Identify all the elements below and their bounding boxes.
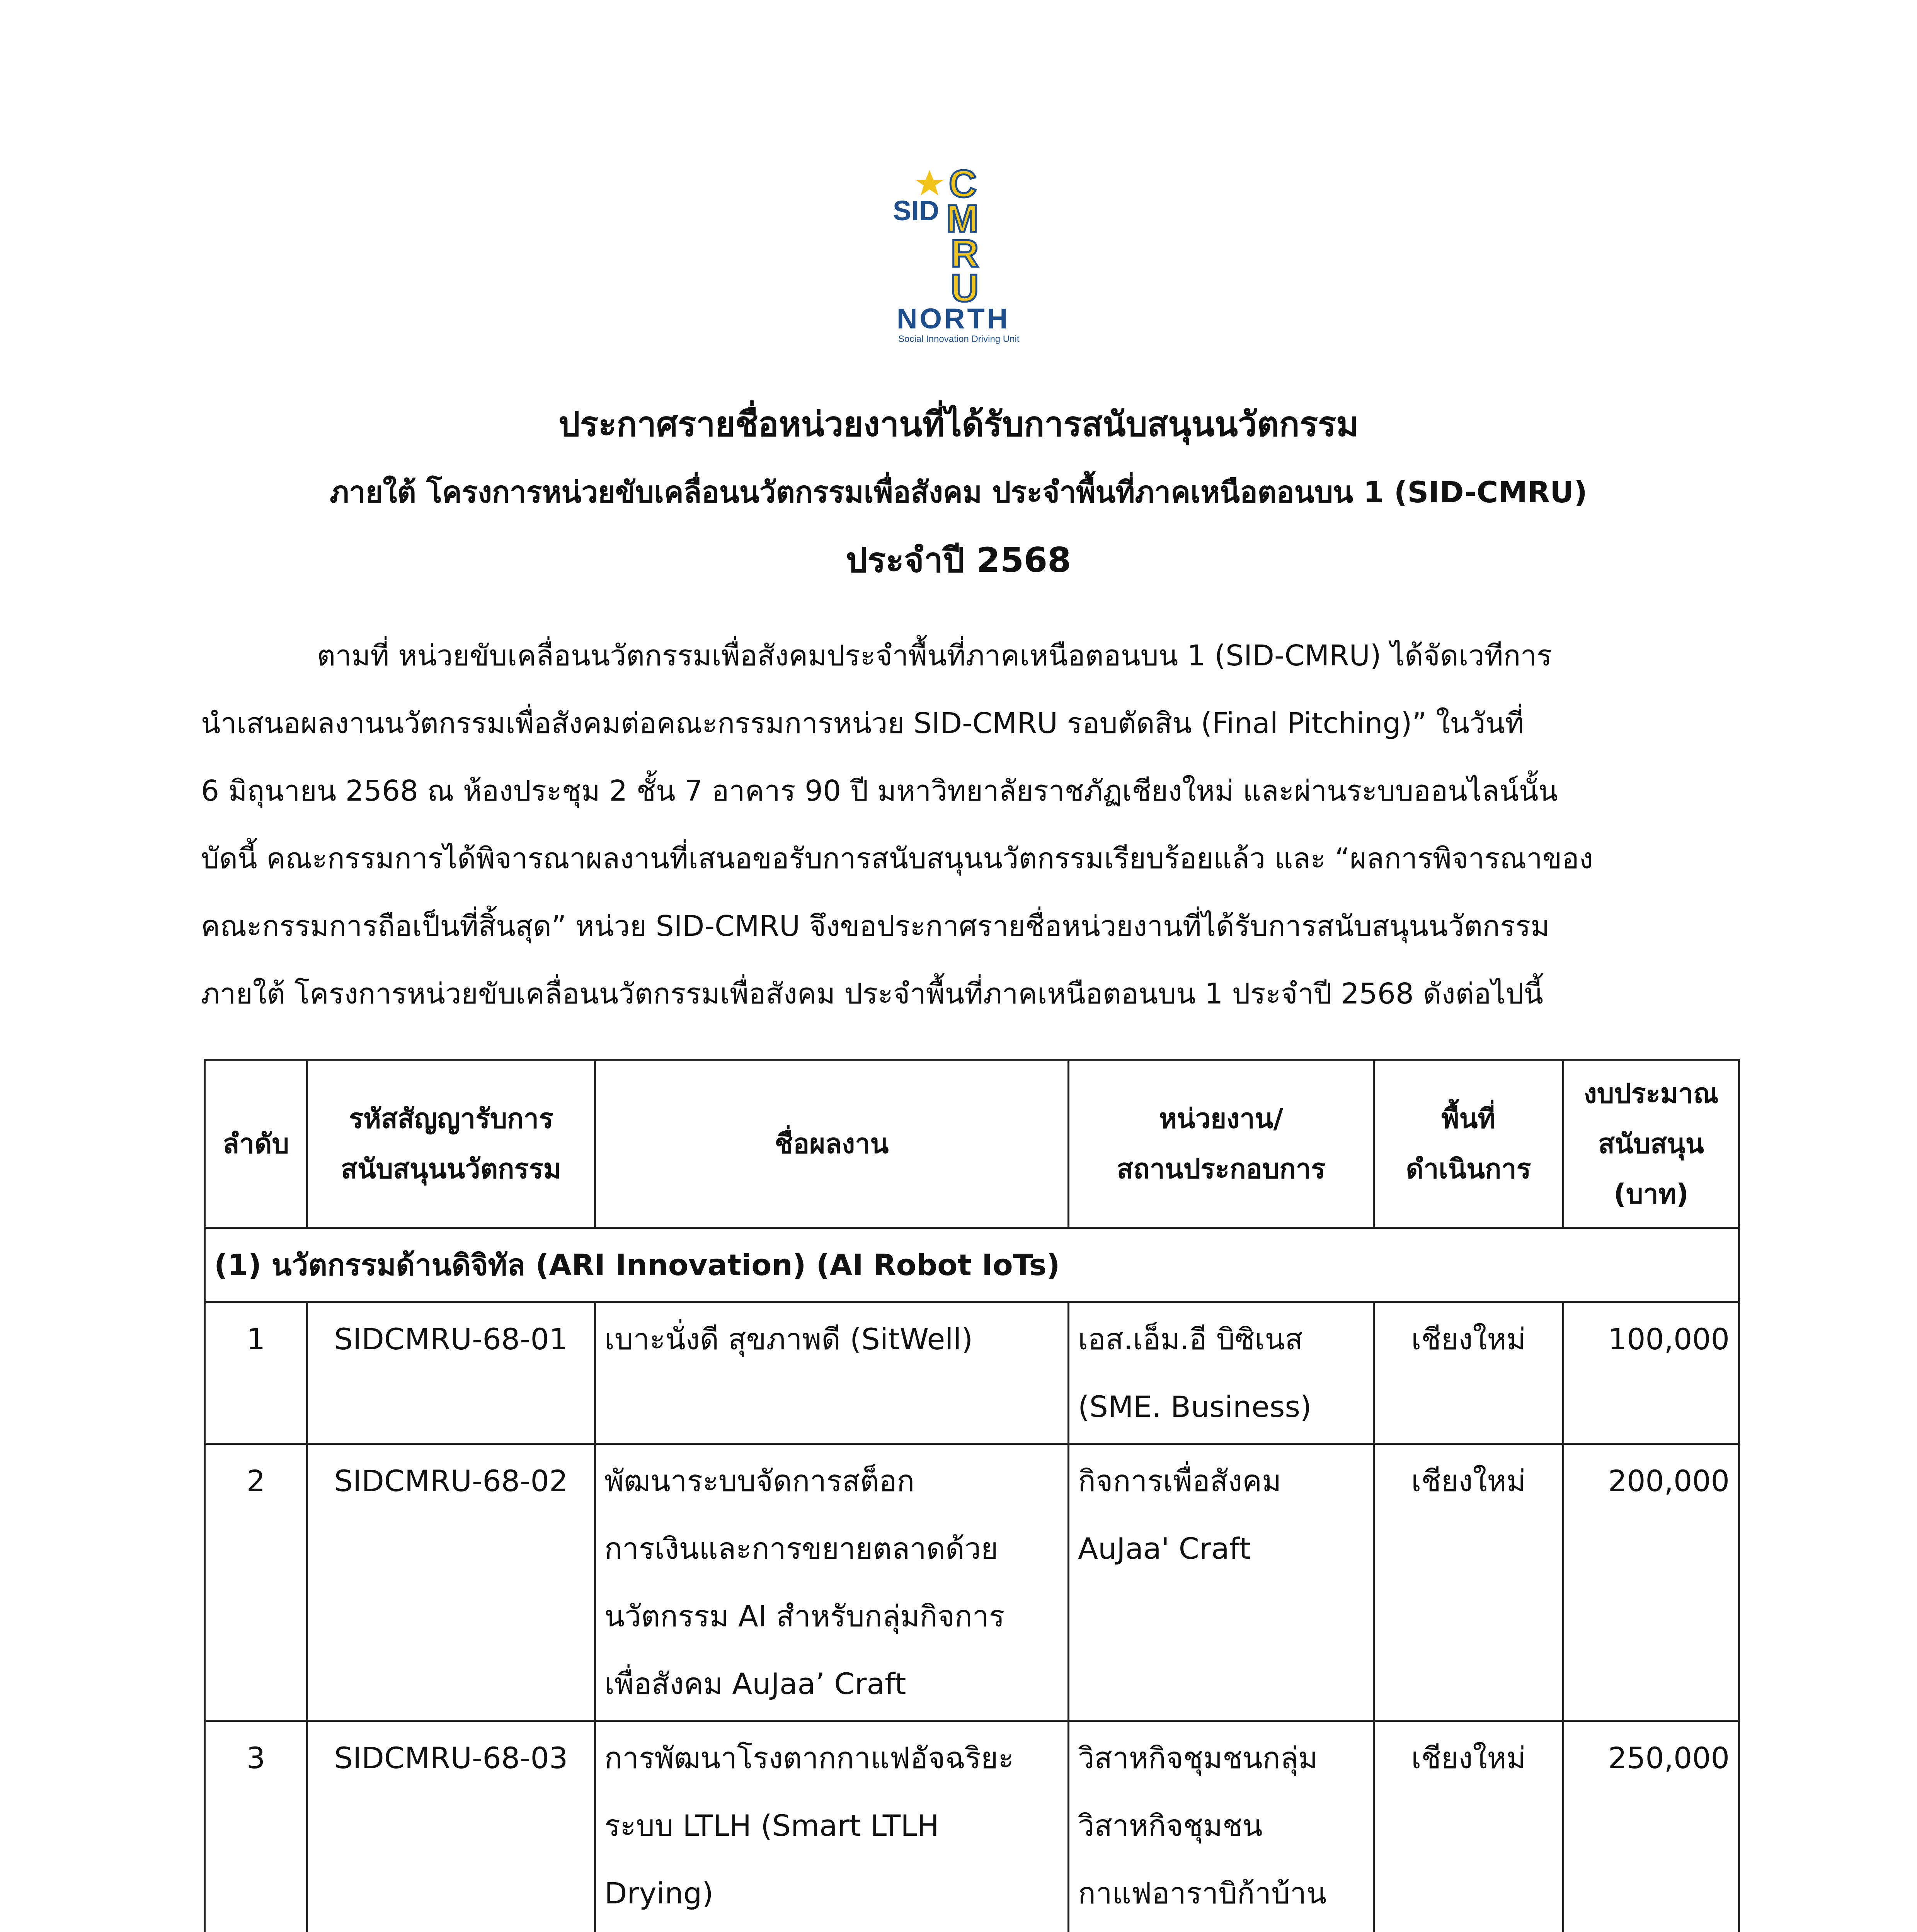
sid-cmru-north-logo	[893, 162, 1040, 348]
logo-sid-text: SID	[893, 196, 940, 226]
row-work-name: พัฒนาระบบจัดการสต็อก การเงินและการขยายตลาดด้วย นวัตกรรม AI สำหรับกลุ่มกิจการ เพื่อสังคม AuJaa’ Craft	[595, 1444, 1069, 1721]
table-row	[205, 1721, 1739, 1932]
title-line-3: ประจำปี 2568	[846, 540, 1071, 580]
header-contract-code: รหัสสัญญารับการ สนับสนุนนวัตกรรม	[307, 1060, 595, 1228]
header-area: พื้นที่ ดำเนินการ	[1374, 1060, 1563, 1228]
row-area: เชียงใหม่	[1374, 1444, 1563, 1721]
logo-letter-u: U	[951, 267, 979, 310]
logo-north-text: NORTH	[897, 303, 1010, 335]
intro-line: 6 มิถุนายน 2568 ณ ห้องประชุม 2 ชั้น 7 อาคาร 90 ปี มหาวิทยาลัยราชภัฏเชียงใหม่ และผ่านระบบออนไลน์นั้น	[201, 774, 1558, 808]
logo-letter-r: R	[951, 232, 979, 275]
intro-line: บัดนี้ คณะกรรมการได้พิจารณาผลงานที่เสนอขอรับการสนับสนุนนวัตกรรมเรียบร้อยแล้ว และ “ผลการพิจารณาของ	[201, 842, 1593, 875]
intro-line: นำเสนอผลงานนวัตกรรมเพื่อสังคมต่อคณะกรรมการหน่วย SID-CMRU รอบตัดสิน (Final Pitching)” ในวันที่	[201, 707, 1524, 740]
announcement-title	[193, 390, 1724, 594]
table-row	[205, 1302, 1739, 1444]
row-no: 1	[205, 1302, 307, 1444]
row-code: SIDCMRU-68-02	[307, 1444, 595, 1721]
star-icon	[915, 170, 944, 196]
row-organization: เอส.เอ็ม.อี บิซิเนส (SME. Business)	[1069, 1302, 1374, 1444]
row-no: 2	[205, 1444, 307, 1721]
category-label: (1) นวัตกรรมด้านดิจิทัล (ARI Innovation) (AI Robot IoTs)	[205, 1228, 1739, 1302]
header-budget: งบประมาณ สนับสนุน (บาท)	[1563, 1060, 1739, 1228]
header-no: ลำดับ	[205, 1060, 307, 1228]
row-code: SIDCMRU-68-03	[307, 1721, 595, 1932]
row-area: เชียงใหม่	[1374, 1302, 1563, 1444]
title-line-2: ภายใต้ โครงการหน่วยขับเคลื่อนนวัตกรรมเพื่อสังคม ประจำพื้นที่ภาคเหนือตอนบน 1 (SID-CMRU)	[330, 475, 1587, 509]
row-code: SIDCMRU-68-01	[307, 1302, 595, 1444]
intro-line: ตามที่ หน่วยขับเคลื่อนนวัตกรรมเพื่อสังคมประจำพื้นที่ภาคเหนือตอนบน 1 (SID-CMRU) ได้จัดเวทีการ	[317, 639, 1552, 672]
logo-letter-c: C	[949, 162, 977, 206]
table-header-row	[205, 1060, 1739, 1228]
category-row	[205, 1228, 1739, 1302]
row-area: เชียงใหม่	[1374, 1721, 1563, 1932]
intro-line: ภายใต้ โครงการหน่วยขับเคลื่อนนวัตกรรมเพื่อสังคม ประจำพื้นที่ภาคเหนือตอนบน 1 ประจำปี 2568 ดังต่อไปนี้	[201, 977, 1543, 1010]
row-no: 3	[205, 1721, 307, 1932]
row-budget: 100,000	[1563, 1302, 1739, 1444]
row-work-name: การพัฒนาโรงตากกาแฟอัจฉริยะ ระบบ LTLH (Smart LTLH Drying)	[595, 1721, 1069, 1932]
logo-letter-m: M	[946, 197, 979, 240]
header-work-name: ชื่อผลงาน	[595, 1060, 1069, 1228]
header-organization: หน่วยงาน/ สถานประกอบการ	[1069, 1060, 1374, 1228]
intro-line: คณะกรรมการถือเป็นที่สิ้นสุด” หน่วย SID-CMRU จึงขอประกาศรายชื่อหน่วยงานที่ได้รับการสนับสนุนนวัตกรรม	[201, 910, 1550, 943]
row-budget: 250,000	[1563, 1721, 1739, 1932]
title-line-1: ประกาศรายชื่อหน่วยงานที่ได้รับการสนับสนุนนวัตกรรม	[558, 404, 1359, 444]
row-budget: 200,000	[1563, 1444, 1739, 1721]
intro-paragraph	[201, 622, 1735, 1028]
recipients-table	[204, 1059, 1740, 1932]
row-organization: กิจการเพื่อสังคม AuJaa' Craft	[1069, 1444, 1374, 1721]
row-work-name: เบาะนั่งดี สุขภาพดี (SitWell)	[595, 1302, 1069, 1444]
row-organization: วิสาหกิจชุมชนกลุ่ม วิสาหกิจชุมชน กาแฟอาราบิก้าบ้าน	[1069, 1721, 1374, 1932]
table-row	[205, 1444, 1739, 1721]
logo-tagline: Social Innovation Driving Unit	[898, 334, 1020, 344]
